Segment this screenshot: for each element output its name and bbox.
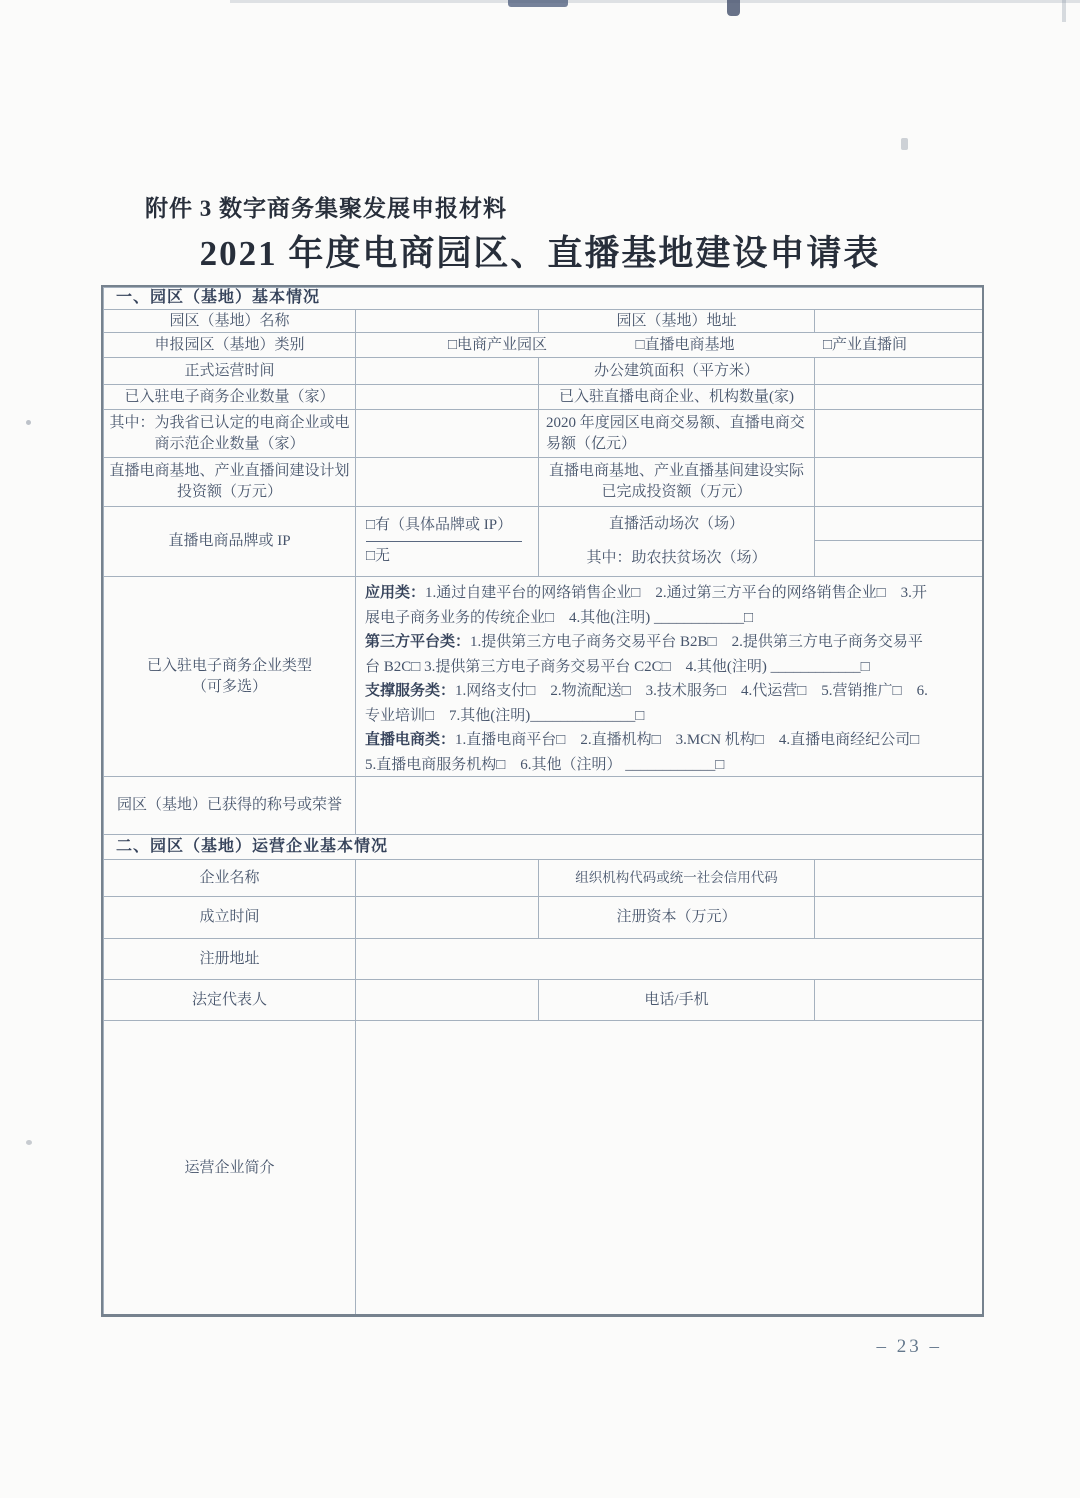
registered-address-input[interactable] bbox=[356, 939, 983, 980]
phone-label: 电话/手机 bbox=[539, 980, 815, 1021]
company-name-input[interactable] bbox=[356, 860, 539, 897]
brand-ip-label: 直播电商品牌或 IP bbox=[104, 507, 356, 577]
attachment-heading: 附件 3 数字商务集聚发展申报材料 bbox=[145, 196, 507, 221]
operation-time-label: 正式运营时间 bbox=[104, 358, 356, 385]
category-label: 申报园区（基地）类别 bbox=[104, 333, 356, 358]
application-form-table bbox=[103, 287, 983, 1316]
planned-investment-input[interactable] bbox=[356, 458, 539, 507]
poverty-sessions-input[interactable] bbox=[815, 541, 983, 577]
form-title: 2021 年度电商园区、直播基地建设申请表 bbox=[199, 234, 881, 273]
etype-line: 第三方平台类：1.提供第三方电子商务交易平台 B2B□ 2.提供第三方电子商务交易平 bbox=[365, 634, 923, 650]
park-name-input[interactable] bbox=[356, 310, 539, 333]
credit-code-label: 组织机构代码或统一社会信用代码 bbox=[539, 860, 815, 897]
livestream-sessions-input[interactable] bbox=[815, 507, 983, 541]
legal-person-label: 法定代表人 bbox=[104, 980, 356, 1021]
phone-input[interactable] bbox=[815, 980, 983, 1021]
enterprise-type-label bbox=[104, 577, 356, 777]
category-options-cell bbox=[356, 333, 983, 358]
brand-fill-blank[interactable] bbox=[366, 541, 522, 542]
scan-artifact bbox=[26, 420, 31, 425]
checkbox-industry-studio[interactable]: □产业直播间 bbox=[822, 336, 907, 353]
transaction-volume-input[interactable] bbox=[815, 410, 983, 458]
checkbox-ecommerce-park[interactable]: □电商产业园区 bbox=[448, 336, 548, 353]
recognized-count-input[interactable] bbox=[356, 410, 539, 458]
registered-address-label: 注册地址 bbox=[104, 939, 356, 980]
livestream-sessions-label: 直播活动场次（场） bbox=[608, 515, 744, 532]
etype-line: 台 B2C□ 3.提供第三方电子商务交易平台 C2C□ 4.其他(注明) ____________□ bbox=[365, 658, 870, 675]
sessions-labels-cell bbox=[539, 507, 815, 577]
livestream-count-label: 已入驻直播电商企业、机构数量(家) bbox=[539, 385, 815, 410]
etype-line: 专业培训□ 7.其他(注明)______________□ bbox=[365, 707, 645, 724]
transaction-volume-label: 2020 年度园区电商交易额、直播电商交易额（亿元） bbox=[539, 410, 815, 458]
checkbox-livestream-base[interactable]: □直播电商基地 bbox=[635, 336, 735, 353]
scan-artifact bbox=[230, 0, 1080, 3]
registered-capital-input[interactable] bbox=[815, 897, 983, 939]
scan-artifact bbox=[727, 0, 740, 16]
enterprise-type-label-line1: 已入驻电子商务企业类型 bbox=[146, 657, 312, 674]
completed-investment-label: 直播电商基地、产业直播基间建设实际已完成投资额（万元） bbox=[539, 458, 815, 507]
scan-artifact bbox=[901, 138, 908, 150]
poverty-sessions-label: 其中：助农扶贫场次（场） bbox=[586, 550, 767, 567]
etype-line: 直播电商类：1.直播电商平台□ 2.直播机构□ 3.MCN 机构□ 4.直播电商经纪公司□ bbox=[365, 732, 920, 748]
etype-line: 应用类：1.通过自建平台的网络销售企业□ 2.通过第三方平台的网络销售企业□ 3.开 bbox=[365, 585, 927, 601]
checkbox-brand-yes[interactable]: □有（具体品牌或 IP） bbox=[366, 517, 513, 533]
ecommerce-count-label: 已入驻电子商务企业数量（家） bbox=[104, 385, 356, 410]
office-area-input[interactable] bbox=[815, 358, 983, 385]
page-number: – 23 – bbox=[876, 1336, 942, 1357]
company-name-label: 企业名称 bbox=[104, 860, 356, 897]
scan-artifact bbox=[508, 0, 568, 7]
completed-investment-input[interactable] bbox=[815, 458, 983, 507]
park-name-label: 园区（基地）名称 bbox=[104, 310, 356, 333]
section2-header: 二、园区（基地）运营企业基本情况 bbox=[104, 835, 983, 860]
founded-time-input[interactable] bbox=[356, 897, 539, 939]
operation-time-input[interactable] bbox=[356, 358, 539, 385]
etype-line: 支撑服务类：1.网络支付□ 2.物流配送□ 3.技术服务□ 4.代运营□ 5.营销推广□ 6. bbox=[365, 683, 928, 699]
company-intro-input[interactable] bbox=[356, 1021, 983, 1316]
checkbox-brand-no[interactable]: □无 bbox=[366, 548, 391, 565]
enterprise-type-label-line2: （可多选） bbox=[191, 678, 267, 695]
planned-investment-label: 直播电商基地、产业直播间建设计划投资额（万元） bbox=[104, 458, 356, 507]
etype-line: 5.直播电商服务机构□ 6.其他（注明） ____________□ bbox=[365, 756, 725, 773]
company-intro-label: 运营企业简介 bbox=[104, 1021, 356, 1316]
honor-input[interactable] bbox=[356, 777, 983, 835]
etype-line: 展电子商务业务的传统企业□ 4.其他(注明) ____________□ bbox=[365, 609, 754, 626]
ecommerce-count-input[interactable] bbox=[356, 385, 539, 410]
founded-time-label: 成立时间 bbox=[104, 897, 356, 939]
office-area-label: 办公建筑面积（平方米） bbox=[539, 358, 815, 385]
scan-artifact bbox=[26, 1140, 32, 1145]
park-address-label: 园区（基地）地址 bbox=[539, 310, 815, 333]
enterprise-type-options[interactable] bbox=[356, 577, 983, 777]
recognized-count-label: 其中：为我省已认定的电商企业或电商示范企业数量（家） bbox=[104, 410, 356, 458]
legal-person-input[interactable] bbox=[356, 980, 539, 1021]
honor-label: 园区（基地）已获得的称号或荣誉 bbox=[104, 777, 356, 835]
section1-header: 一、园区（基地）基本情况 bbox=[104, 288, 983, 310]
credit-code-input[interactable] bbox=[815, 860, 983, 897]
registered-capital-label: 注册资本（万元） bbox=[539, 897, 815, 939]
livestream-count-input[interactable] bbox=[815, 385, 983, 410]
scan-artifact bbox=[1062, 0, 1066, 22]
park-address-input[interactable] bbox=[815, 310, 983, 333]
brand-choice-cell bbox=[356, 507, 539, 577]
